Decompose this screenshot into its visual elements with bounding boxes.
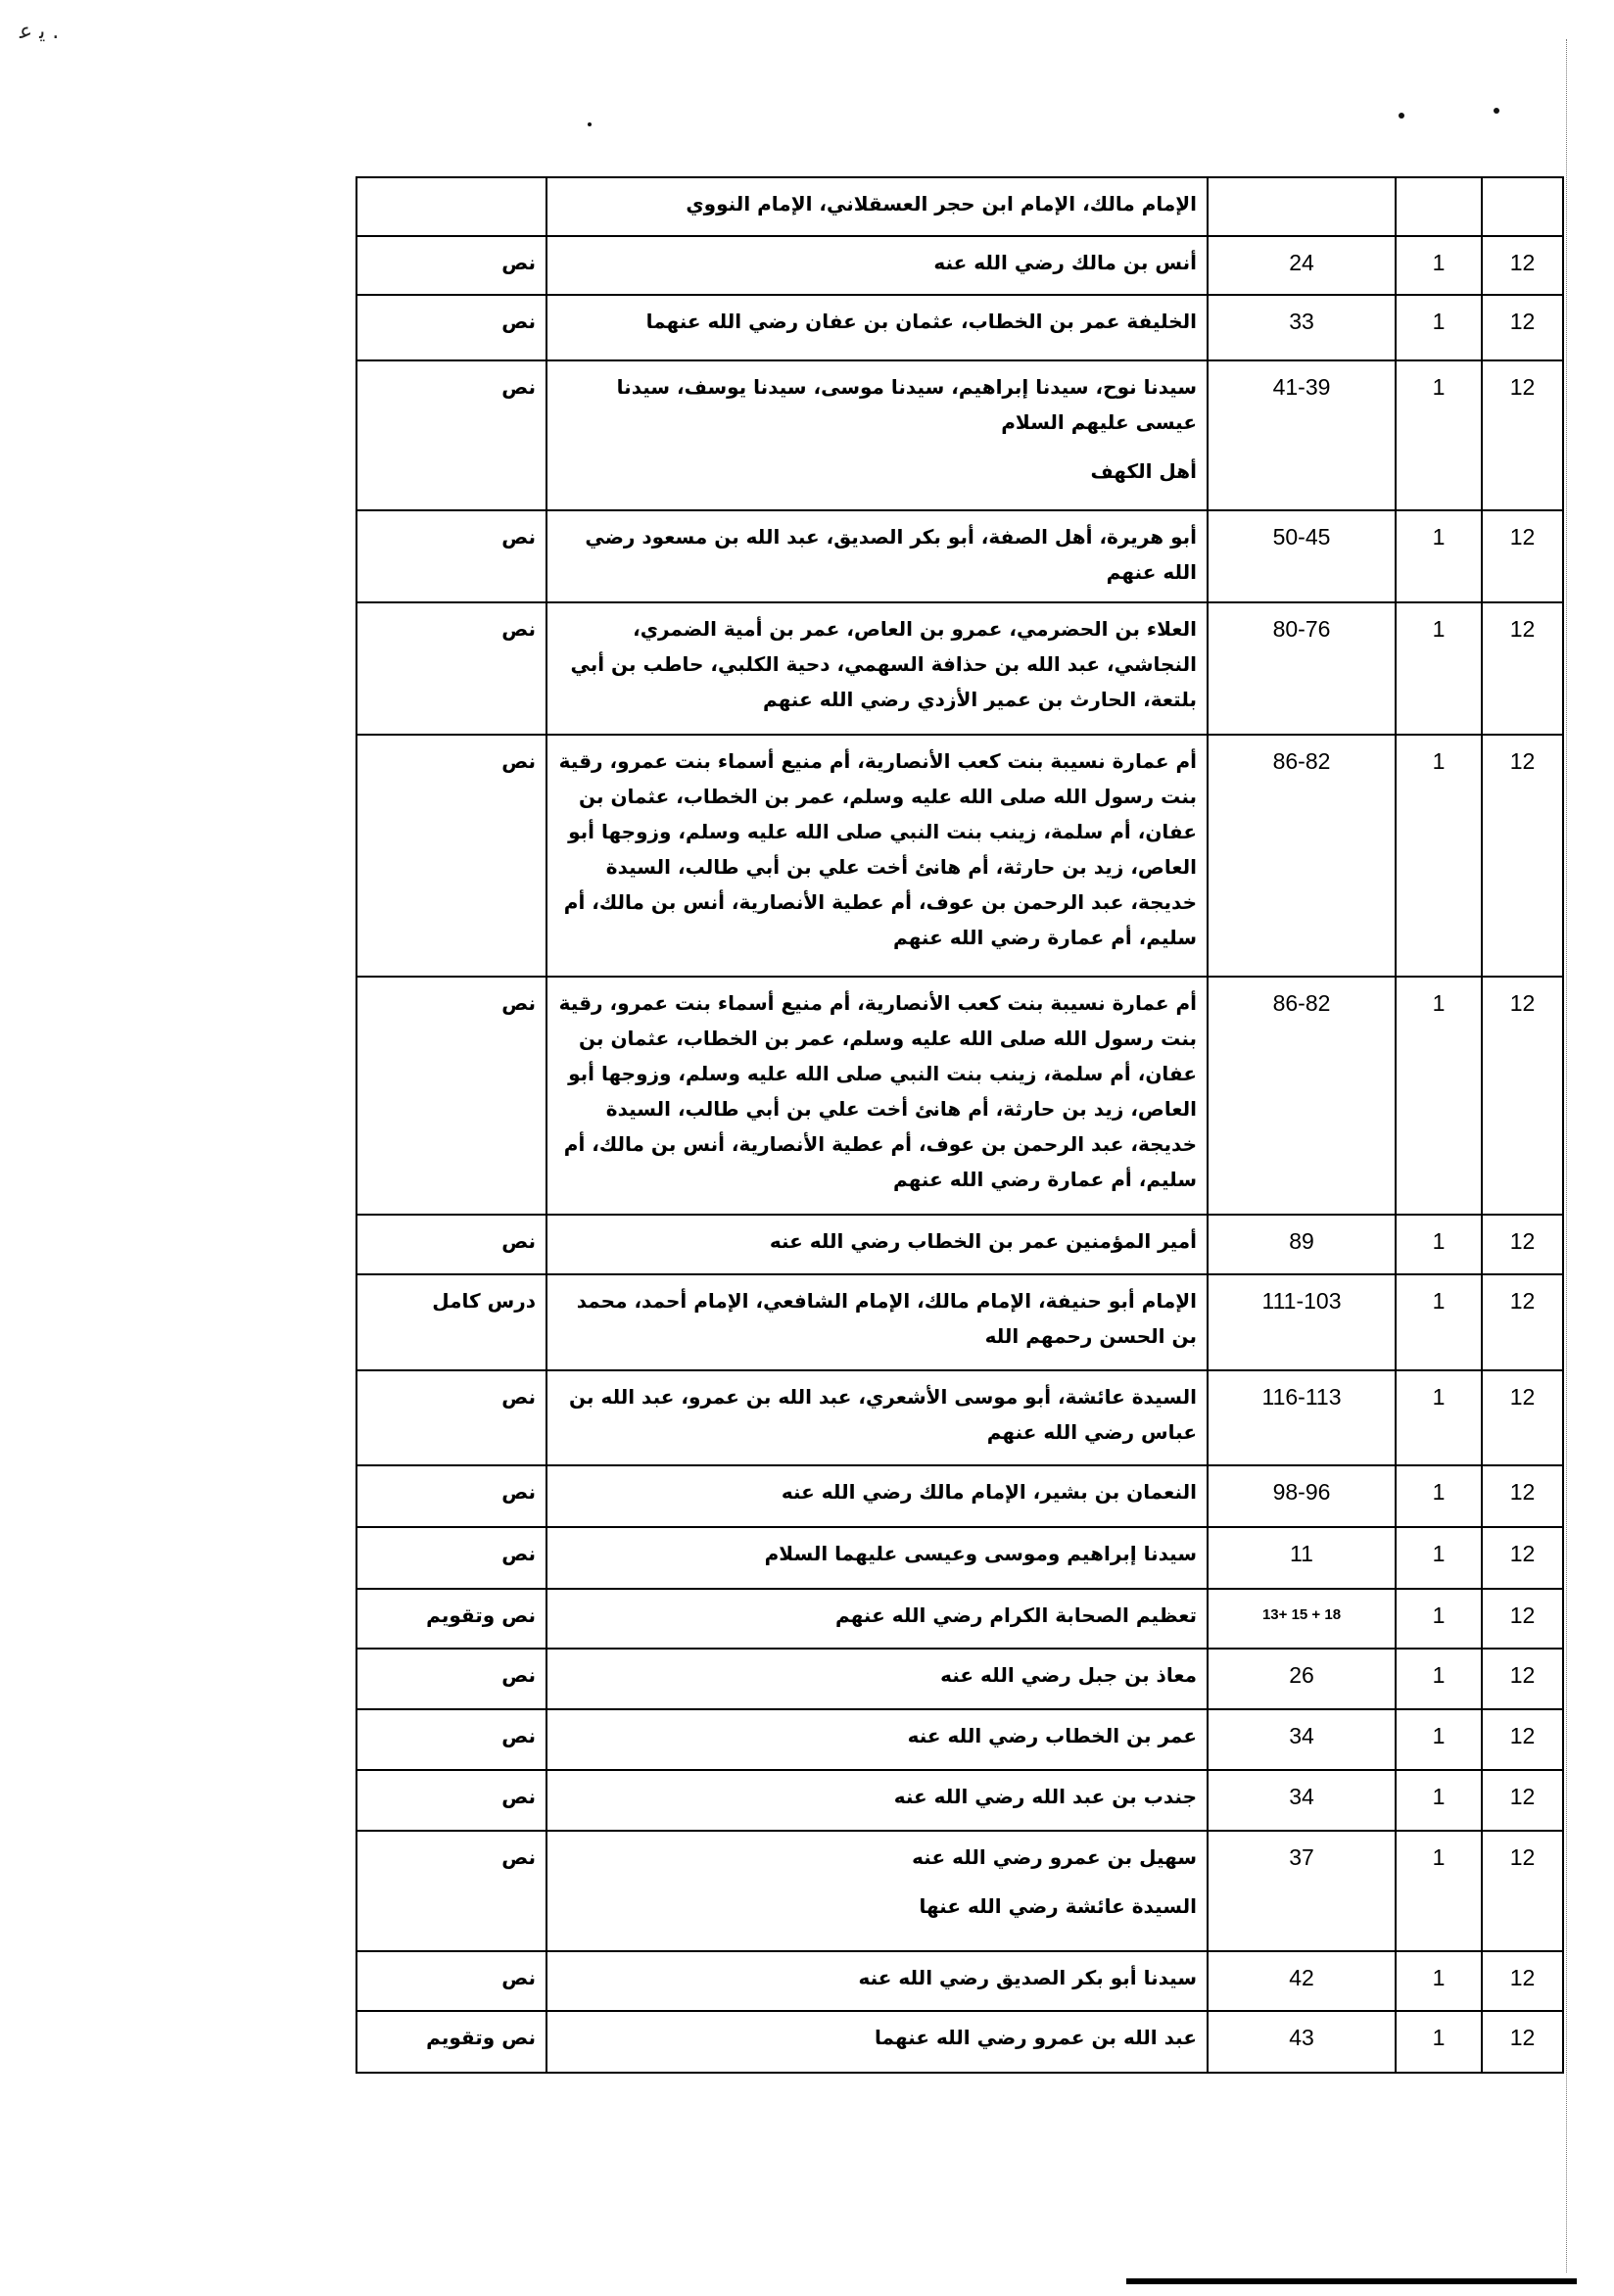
names-cell bbox=[546, 1589, 1208, 1649]
names-cell bbox=[546, 295, 1208, 360]
table-row bbox=[356, 360, 1563, 510]
table-row bbox=[356, 602, 1563, 735]
unit-cell bbox=[1396, 177, 1482, 236]
names-cell bbox=[546, 510, 1208, 602]
content-type-cell: نص وتقويم bbox=[356, 2011, 546, 2073]
pages-cell: 43 bbox=[1208, 2011, 1396, 2073]
unit-cell: 1 bbox=[1396, 510, 1482, 602]
unit-cell: 1 bbox=[1396, 1951, 1482, 2011]
grade-cell bbox=[1482, 177, 1563, 236]
names-cell bbox=[546, 1465, 1208, 1527]
table-row bbox=[356, 1370, 1563, 1465]
grade-cell: 12 bbox=[1482, 1465, 1563, 1527]
pages-cell: 86-82 bbox=[1208, 977, 1396, 1215]
names-cell bbox=[546, 1770, 1208, 1831]
grade-cell: 12 bbox=[1482, 1370, 1563, 1465]
table-row bbox=[356, 177, 1563, 236]
curriculum-table bbox=[356, 176, 1564, 2074]
grade-cell: 12 bbox=[1482, 1831, 1563, 1951]
names-cell bbox=[546, 177, 1208, 236]
names-paragraph: العلاء بن الحضرمي، عمرو بن العاص، عمر بن أمية الضمري، النجاشي، عبد الله بن حذافة السهمي، دحية الكلبي، حاطب بن أبي بلتعة، الحارث بن عمير الأزدي رضي الله عنهم bbox=[570, 617, 1197, 711]
pages-cell: 116-113 bbox=[1208, 1370, 1396, 1465]
unit-cell: 1 bbox=[1396, 1370, 1482, 1465]
names-cell bbox=[546, 1831, 1208, 1951]
names-paragraph: السيدة عائشة رضي الله عنها bbox=[919, 1894, 1197, 1918]
pages-cell: 34 bbox=[1208, 1770, 1396, 1831]
content-type-cell: نص bbox=[356, 1215, 546, 1274]
pages-cell: 42 bbox=[1208, 1951, 1396, 2011]
content-type-cell: درس كامل bbox=[356, 1274, 546, 1370]
grade-cell: 12 bbox=[1482, 360, 1563, 510]
table-row bbox=[356, 977, 1563, 1215]
names-paragraph: معاذ بن جبل رضي الله عنه bbox=[940, 1663, 1197, 1687]
names-paragraph: الإمام أبو حنيفة، الإمام مالك، الإمام الشافعي، الإمام أحمد، محمد بن الحسن رحمهم الله bbox=[576, 1289, 1197, 1348]
unit-cell: 1 bbox=[1396, 977, 1482, 1215]
table-row bbox=[356, 1831, 1563, 1951]
unit-cell: 1 bbox=[1396, 1215, 1482, 1274]
unit-cell: 1 bbox=[1396, 295, 1482, 360]
unit-cell: 1 bbox=[1396, 602, 1482, 735]
grade-cell: 12 bbox=[1482, 2011, 1563, 2073]
names-paragraph: سيدنا نوح، سيدنا إبراهيم، سيدنا موسى، سيدنا يوسف، سيدنا عيسى عليهم السلام bbox=[616, 375, 1197, 434]
scan-marks: ﯾ ﻋ . bbox=[20, 20, 60, 44]
grade-cell: 12 bbox=[1482, 295, 1563, 360]
names-paragraph: النعمان بن بشير، الإمام مالك رضي الله عنه bbox=[781, 1480, 1197, 1504]
unit-cell: 1 bbox=[1396, 735, 1482, 977]
names-paragraph: سيدنا إبراهيم وموسى وعيسى عليهما السلام bbox=[764, 1542, 1197, 1565]
pages-cell: 86-82 bbox=[1208, 735, 1396, 977]
pages-cell: 18 + 15 +13 bbox=[1208, 1589, 1396, 1649]
table-row bbox=[356, 1215, 1563, 1274]
grade-cell: 12 bbox=[1482, 1649, 1563, 1709]
unit-cell: 1 bbox=[1396, 1589, 1482, 1649]
grade-cell: 12 bbox=[1482, 1951, 1563, 2011]
names-paragraph: أهل الكهف bbox=[1090, 459, 1197, 483]
pages-cell: 89 bbox=[1208, 1215, 1396, 1274]
names-cell bbox=[546, 1370, 1208, 1465]
names-paragraph: أمير المؤمنين عمر بن الخطاب رضي الله عنه bbox=[769, 1229, 1197, 1253]
table-row bbox=[356, 1589, 1563, 1649]
unit-cell: 1 bbox=[1396, 360, 1482, 510]
names-cell bbox=[546, 735, 1208, 977]
content-type-cell: نص bbox=[356, 1649, 546, 1709]
pages-cell: 11 bbox=[1208, 1527, 1396, 1589]
names-paragraph: جندب بن عبد الله رضي الله عنه bbox=[893, 1785, 1197, 1808]
names-paragraph: أم عمارة نسيبة بنت كعب الأنصارية، أم منيع أسماء بنت عمرو، رقية بنت رسول الله صلى الله عليه وسلم، عمر بن الخطاب، عثمان بن عفان، أم سلمة، زينب بنت النبي صلى الله عليه وسلم، وزوجها أبو العاص، زيد بن حارثة، أم هانئ أخت علي بن أبي طالب، السيدة خديجة، عبد الرحمن بن عوف، أم عطية الأنصارية، أنس بن مالك، أم سليم، أم عمارة رضي الله عنهم bbox=[558, 991, 1197, 1191]
table-row bbox=[356, 1951, 1563, 2011]
unit-cell: 1 bbox=[1396, 1831, 1482, 1951]
table-row bbox=[356, 1770, 1563, 1831]
pages-cell: 50-45 bbox=[1208, 510, 1396, 602]
pages-cell: 98-96 bbox=[1208, 1465, 1396, 1527]
scan-speck bbox=[1399, 113, 1404, 119]
names-paragraph: أنس بن مالك رضي الله عنه bbox=[933, 251, 1197, 274]
content-type-cell: نص bbox=[356, 1951, 546, 2011]
table-row bbox=[356, 2011, 1563, 2073]
grade-cell: 12 bbox=[1482, 1589, 1563, 1649]
pages-cell: 37 bbox=[1208, 1831, 1396, 1951]
names-cell bbox=[546, 1709, 1208, 1770]
pages-cell: 34 bbox=[1208, 1709, 1396, 1770]
content-type-cell: نص bbox=[356, 977, 546, 1215]
table-row bbox=[356, 510, 1563, 602]
names-cell bbox=[546, 1649, 1208, 1709]
grade-cell: 12 bbox=[1482, 1527, 1563, 1589]
unit-cell: 1 bbox=[1396, 1527, 1482, 1589]
unit-cell: 1 bbox=[1396, 2011, 1482, 2073]
names-paragraph: السيدة عائشة، أبو موسى الأشعري، عبد الله بن عمرو، عبد الله بن عباس رضي الله عنهم bbox=[568, 1385, 1197, 1444]
content-type-cell: نص bbox=[356, 1831, 546, 1951]
content-type-cell: نص bbox=[356, 1370, 546, 1465]
content-type-cell: نص bbox=[356, 602, 546, 735]
content-type-cell bbox=[356, 177, 546, 236]
names-cell bbox=[546, 236, 1208, 295]
unit-cell: 1 bbox=[1396, 1649, 1482, 1709]
content-type-cell: نص bbox=[356, 1770, 546, 1831]
grade-cell: 12 bbox=[1482, 1274, 1563, 1370]
names-cell bbox=[546, 1215, 1208, 1274]
names-paragraph: أم عمارة نسيبة بنت كعب الأنصارية، أم منيع أسماء بنت عمرو، رقية بنت رسول الله صلى الله عليه وسلم، عمر بن الخطاب، عثمان بن عفان، أم سلمة، زينب بنت النبي صلى الله عليه وسلم، وزوجها أبو العاص، زيد بن حارثة، أم هانئ أخت علي بن أبي طالب، السيدة خديجة، عبد الرحمن بن عوف، أم عطية الأنصارية، أنس بن مالك، أم سليم، أم عمارة رضي الله عنهم bbox=[558, 749, 1197, 949]
content-type-cell: نص bbox=[356, 236, 546, 295]
table-row bbox=[356, 1709, 1563, 1770]
unit-cell: 1 bbox=[1396, 1465, 1482, 1527]
content-type-cell: نص bbox=[356, 1709, 546, 1770]
unit-cell: 1 bbox=[1396, 1770, 1482, 1831]
pages-cell: 26 bbox=[1208, 1649, 1396, 1709]
pages-cell: 80-76 bbox=[1208, 602, 1396, 735]
grade-cell: 12 bbox=[1482, 977, 1563, 1215]
unit-cell: 1 bbox=[1396, 236, 1482, 295]
scan-speck bbox=[588, 122, 592, 126]
scan-margin-noise bbox=[1566, 39, 1606, 2272]
table-row bbox=[356, 1649, 1563, 1709]
names-paragraph: سهيل بن عمرو رضي الله عنه bbox=[912, 1845, 1197, 1869]
names-paragraph: الإمام مالك، الإمام ابن حجر العسقلاني، الإمام النووي bbox=[686, 192, 1197, 215]
names-cell bbox=[546, 360, 1208, 510]
names-cell bbox=[546, 2011, 1208, 2073]
pages-cell: 33 bbox=[1208, 295, 1396, 360]
names-paragraph: سيدنا أبو بكر الصديق رضي الله عنه bbox=[858, 1966, 1197, 1989]
content-type-cell: نص bbox=[356, 510, 546, 602]
content-type-cell: نص bbox=[356, 735, 546, 977]
scan-edge-bar bbox=[1126, 2278, 1577, 2284]
pages-cell: 41-39 bbox=[1208, 360, 1396, 510]
content-type-cell: نص bbox=[356, 1465, 546, 1527]
content-type-cell: نص bbox=[356, 360, 546, 510]
names-paragraph: عمر بن الخطاب رضي الله عنه bbox=[907, 1724, 1197, 1747]
grade-cell: 12 bbox=[1482, 236, 1563, 295]
content-type-cell: نص bbox=[356, 1527, 546, 1589]
table-row bbox=[356, 236, 1563, 295]
unit-cell: 1 bbox=[1396, 1709, 1482, 1770]
grade-cell: 12 bbox=[1482, 1770, 1563, 1831]
pages-cell: 24 bbox=[1208, 236, 1396, 295]
names-paragraph: عبد الله بن عمرو رضي الله عنهما bbox=[875, 2026, 1197, 2049]
names-paragraph: تعظيم الصحابة الكرام رضي الله عنهم bbox=[835, 1603, 1197, 1627]
names-cell bbox=[546, 977, 1208, 1215]
content-type-cell: نص وتقويم bbox=[356, 1589, 546, 1649]
names-cell bbox=[546, 602, 1208, 735]
unit-cell: 1 bbox=[1396, 1274, 1482, 1370]
names-cell bbox=[546, 1527, 1208, 1589]
pages-cell: 111-103 bbox=[1208, 1274, 1396, 1370]
grade-cell: 12 bbox=[1482, 602, 1563, 735]
names-paragraph: أبو هريرة، أهل الصفة، أبو بكر الصديق، عبد الله بن مسعود رضي الله عنهم bbox=[585, 525, 1197, 584]
table-row bbox=[356, 1465, 1563, 1527]
names-cell bbox=[546, 1951, 1208, 2011]
grade-cell: 12 bbox=[1482, 1215, 1563, 1274]
names-paragraph: الخليفة عمر بن الخطاب، عثمان بن عفان رضي الله عنهما bbox=[645, 310, 1197, 333]
content-type-cell: نص bbox=[356, 295, 546, 360]
grade-cell: 12 bbox=[1482, 510, 1563, 602]
grade-cell: 12 bbox=[1482, 735, 1563, 977]
table-row bbox=[356, 1527, 1563, 1589]
table-row bbox=[356, 1274, 1563, 1370]
scan-speck bbox=[1494, 108, 1499, 114]
pages-cell bbox=[1208, 177, 1396, 236]
table-row bbox=[356, 735, 1563, 977]
names-cell bbox=[546, 1274, 1208, 1370]
table-row bbox=[356, 295, 1563, 360]
grade-cell: 12 bbox=[1482, 1709, 1563, 1770]
